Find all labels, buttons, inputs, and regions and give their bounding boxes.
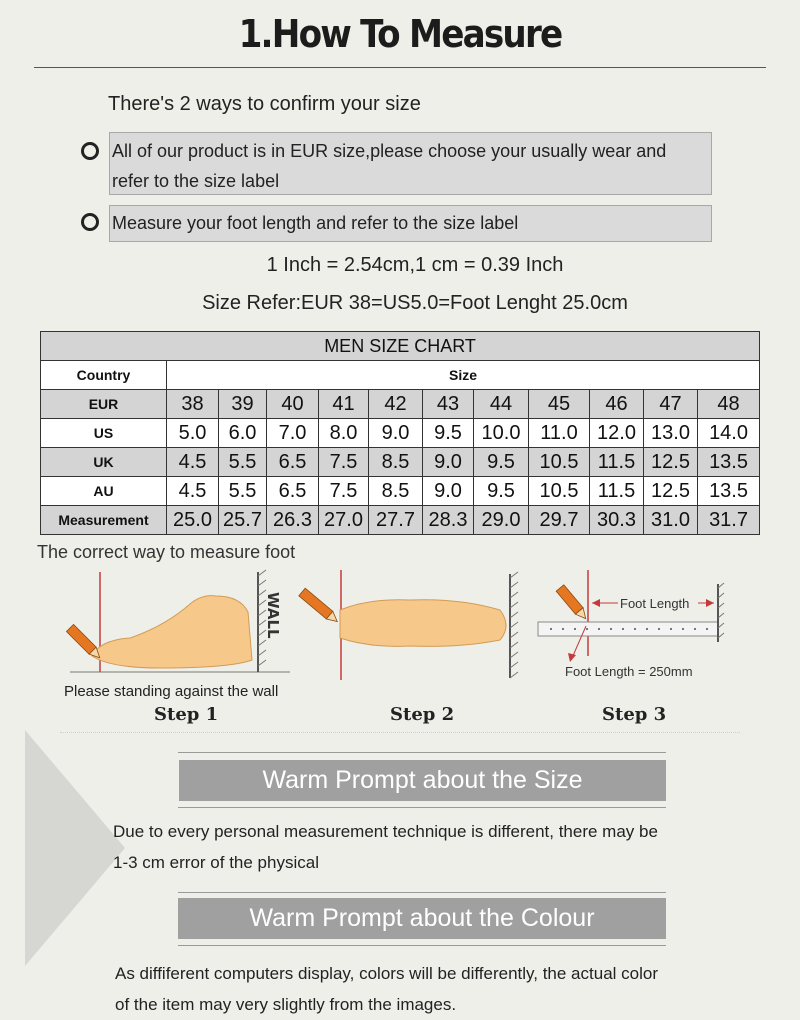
table-cell: 41 xyxy=(319,390,369,419)
table-cell: 4.5 xyxy=(167,448,219,477)
table-cell: 8.5 xyxy=(369,448,423,477)
table-cell: 6.5 xyxy=(267,477,319,506)
prompt-rule xyxy=(178,807,666,808)
table-cell: 5.0 xyxy=(167,419,219,448)
ruler-icon xyxy=(538,622,718,636)
table-cell: 29.0 xyxy=(474,506,529,535)
foot-length-value: Foot Length = 250mm xyxy=(565,664,693,679)
option-text-line: All of our product is in EUR size,please choose your usually wear and xyxy=(112,141,667,161)
table-cell: 45 xyxy=(529,390,590,419)
prompt-colour-text xyxy=(115,958,785,1020)
pencil-icon xyxy=(556,585,589,622)
table-cell: 39 xyxy=(219,390,267,419)
table-cell: 7.5 xyxy=(319,448,369,477)
table-cell: 31.0 xyxy=(644,506,698,535)
table-cell: 43 xyxy=(423,390,474,419)
row-label: EUR xyxy=(41,390,167,419)
option-box-eur xyxy=(109,132,712,195)
country-header: Country xyxy=(41,361,167,390)
measure-heading: The correct way to measure foot xyxy=(37,542,296,562)
table-cell: 7.0 xyxy=(267,419,319,448)
table-cell: 11.0 xyxy=(529,419,590,448)
foot-icon xyxy=(340,600,506,647)
table-cell: 9.0 xyxy=(369,419,423,448)
table-row xyxy=(41,506,760,535)
arrow-left-icon xyxy=(592,599,600,607)
table-cell: 10.5 xyxy=(529,477,590,506)
table-cell: 38 xyxy=(167,390,219,419)
table-cell: 13.5 xyxy=(698,448,760,477)
table-cell: 12.5 xyxy=(644,448,698,477)
chart-title: MEN SIZE CHART xyxy=(41,332,760,361)
table-cell: 14.0 xyxy=(698,419,760,448)
table-row xyxy=(41,477,760,506)
row-label: UK xyxy=(41,448,167,477)
table-cell: 27.7 xyxy=(369,506,423,535)
pencil-icon xyxy=(66,624,103,661)
table-cell: 12.5 xyxy=(644,477,698,506)
row-label: US xyxy=(41,419,167,448)
prompt-text-line: of the item may very slightly from the images. xyxy=(115,995,457,1014)
table-row xyxy=(41,390,760,419)
arrow-right-icon xyxy=(706,599,714,607)
table-cell: 5.5 xyxy=(219,477,267,506)
ways-heading: There's 2 ways to confirm your size xyxy=(108,93,421,115)
step2-illustration xyxy=(299,570,518,680)
table-cell: 9.5 xyxy=(423,419,474,448)
table-cell: 11.5 xyxy=(590,448,644,477)
table-cell: 7.5 xyxy=(319,477,369,506)
bullet-icon xyxy=(81,142,99,160)
decorative-triangle xyxy=(25,730,125,966)
table-cell: 5.5 xyxy=(219,448,267,477)
table-cell: 29.7 xyxy=(529,506,590,535)
wall-hatch xyxy=(510,572,518,678)
table-cell: 6.5 xyxy=(267,448,319,477)
table-cell: 9.0 xyxy=(423,477,474,506)
option-text-line: refer to the size label xyxy=(112,171,280,191)
prompt-text-line: 1-3 cm error of the physical xyxy=(113,853,319,872)
bullet-icon xyxy=(81,213,99,231)
table-cell: 9.5 xyxy=(474,448,529,477)
arrow-down-icon xyxy=(568,653,576,662)
step2-label: Step 2 xyxy=(390,704,455,725)
table-cell: 42 xyxy=(369,390,423,419)
section-divider xyxy=(60,732,740,733)
foot-length-label: Foot Length xyxy=(620,596,690,611)
table-cell: 4.5 xyxy=(167,477,219,506)
table-cell: 10.0 xyxy=(474,419,529,448)
prompt-size-title: Warm Prompt about the Size xyxy=(179,760,666,801)
prompt-colour-title: Warm Prompt about the Colour xyxy=(178,898,666,939)
prompt-text-line: Due to every personal measurement technique is different, there may be xyxy=(113,822,658,841)
table-cell: 9.0 xyxy=(423,448,474,477)
size-header: Size xyxy=(167,361,760,390)
table-cell: 25.7 xyxy=(219,506,267,535)
table-cell: 28.3 xyxy=(423,506,474,535)
table-cell: 27.0 xyxy=(319,506,369,535)
step3-label: Step 3 xyxy=(602,704,667,725)
prompt-rule xyxy=(178,752,666,753)
table-cell: 13.0 xyxy=(644,419,698,448)
row-label: AU xyxy=(41,477,167,506)
table-cell: 11.5 xyxy=(590,477,644,506)
row-label: Measurement xyxy=(41,506,167,535)
table-cell: 46 xyxy=(590,390,644,419)
prompt-rule xyxy=(178,945,666,946)
table-cell: 26.3 xyxy=(267,506,319,535)
step3-illustration xyxy=(538,570,724,662)
table-cell: 8.5 xyxy=(369,477,423,506)
prompt-rule xyxy=(178,892,666,893)
step1-label: Step 1 xyxy=(154,704,219,725)
table-cell: 6.0 xyxy=(219,419,267,448)
size-chart-table xyxy=(40,331,760,535)
table-cell: 8.0 xyxy=(319,419,369,448)
option-text-line: Measure your foot length and refer to the size label xyxy=(112,213,519,233)
pencil-icon xyxy=(299,588,341,625)
size-refer-note: Size Refer:EUR 38=US5.0=Foot Lenght 25.0cm xyxy=(202,292,628,314)
table-row xyxy=(41,419,760,448)
measure-steps-illustration xyxy=(30,568,770,690)
table-cell: 44 xyxy=(474,390,529,419)
table-cell: 48 xyxy=(698,390,760,419)
conversion-note: 1 Inch = 2.54cm,1 cm = 0.39 Inch xyxy=(266,254,564,276)
prompt-size-text xyxy=(113,816,773,878)
stand-instruction: Please standing against the wall xyxy=(64,683,279,700)
foot-icon xyxy=(92,596,252,668)
table-cell: 10.5 xyxy=(529,448,590,477)
table-cell: 47 xyxy=(644,390,698,419)
table-cell: 12.0 xyxy=(590,419,644,448)
page-title: 1.How To Measure xyxy=(238,12,562,56)
prompt-text-line: As diffiferent computers display, colors will be differently, the actual color xyxy=(115,964,658,983)
table-cell: 40 xyxy=(267,390,319,419)
step1-illustration xyxy=(66,570,290,672)
option-box-measure xyxy=(109,205,712,242)
wall-label: WALL xyxy=(264,592,282,639)
title-divider xyxy=(34,67,766,68)
table-cell: 25.0 xyxy=(167,506,219,535)
table-cell: 30.3 xyxy=(590,506,644,535)
chart-header-row xyxy=(41,361,760,390)
table-cell: 13.5 xyxy=(698,477,760,506)
table-row xyxy=(41,448,760,477)
table-cell: 9.5 xyxy=(474,477,529,506)
table-cell: 31.7 xyxy=(698,506,760,535)
chart-title-row xyxy=(41,332,760,361)
